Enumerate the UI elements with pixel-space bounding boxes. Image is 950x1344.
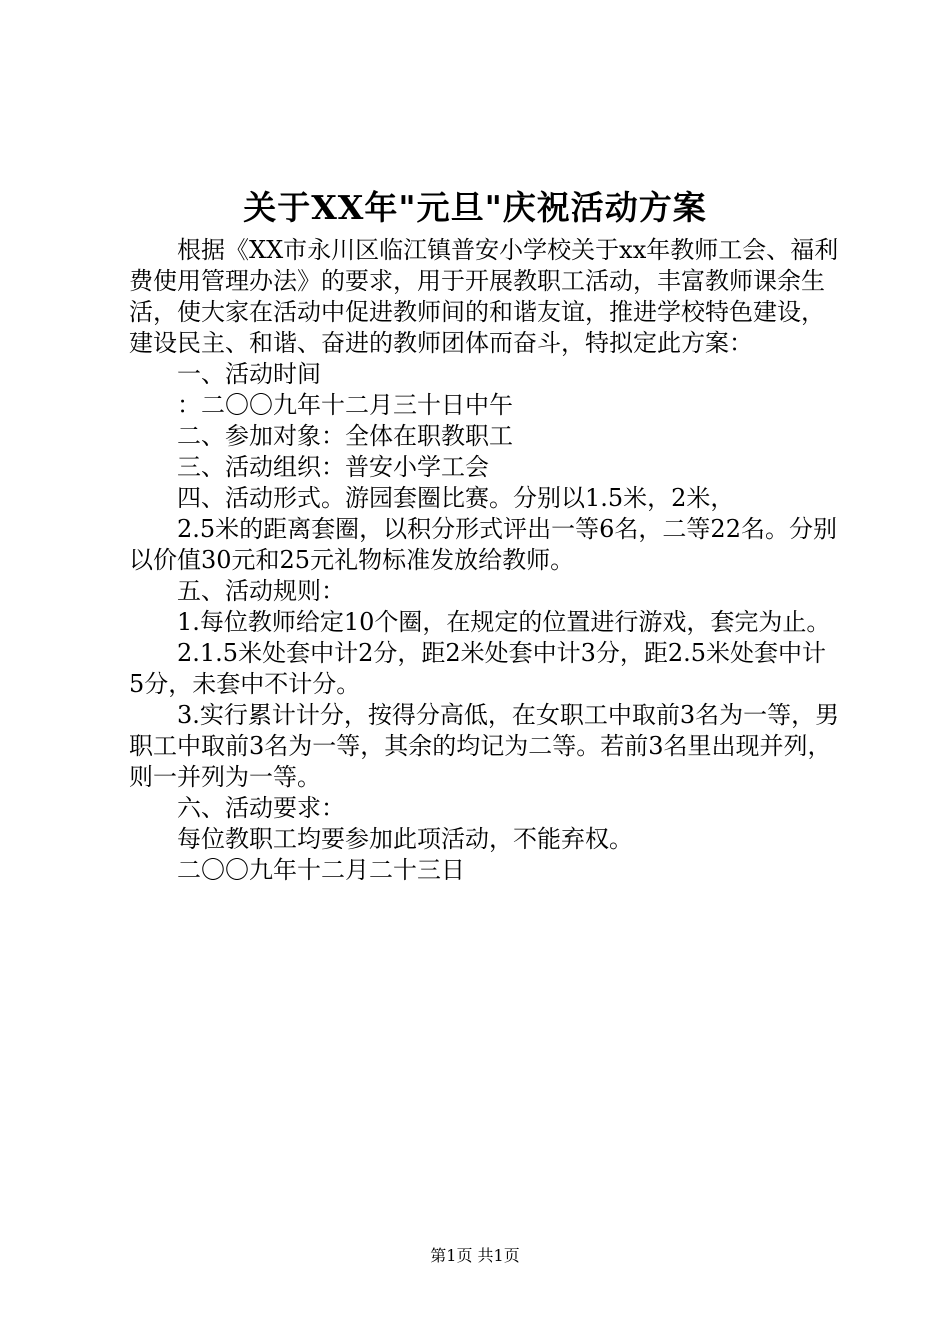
rule-2: 2.1.5米处套中计2分，距2米处套中计3分，距2.5米处套中计5分，未套中不计分。	[129, 639, 827, 698]
section-rules-heading: 五、活动规则：	[177, 577, 345, 605]
section-requirements-heading: 六、活动要求：	[177, 794, 345, 822]
page-footer: 第1页 共1页	[430, 1246, 520, 1265]
document-body	[129, 235, 841, 886]
section-format: 四、活动形式。游园套圈比赛。分别以1.5米，2米，	[177, 484, 735, 512]
document-title: 关于XX年"元旦"庆祝活动方案	[243, 188, 707, 227]
section-time-value: ：二〇〇九年十二月三十日中午	[177, 391, 513, 419]
section-participants: 二、参加对象：全体在职教职工	[177, 422, 513, 450]
rule-1: 1.每位教师给定10个圈，在规定的位置进行游戏，套完为止。	[177, 608, 831, 636]
section-format-detail: 2.5米的距离套圈，以积分形式评出一等6名，二等22名。分别以价值30元和25元礼物标准发放给教师。	[129, 515, 837, 574]
document-date: 二〇〇九年十二月二十三日	[177, 856, 465, 884]
section-organizer: 三、活动组织：普安小学工会	[177, 453, 489, 481]
section-time-heading: 一、活动时间	[177, 360, 321, 388]
rule-3: 3.实行累计计分，按得分高低，在女职工中取前3名为一等，男职工中取前3名为一等，其余的均记为二等。若前3名里出现并列，则一并列为一等。	[129, 701, 840, 791]
intro-paragraph: 根据《XX市永川区临江镇普安小学校关于xx年教师工会、福利费使用管理办法》的要求，用于开展教职工活动，丰富教师课余生活，使大家在活动中促进教师间的和谐友谊，推进学校特色建设，建设民主、和谐、奋进的教师团体而奋斗，特拟定此方案：	[129, 236, 839, 357]
requirement-text: 每位教职工均要参加此项活动，不能弃权。	[177, 825, 633, 853]
